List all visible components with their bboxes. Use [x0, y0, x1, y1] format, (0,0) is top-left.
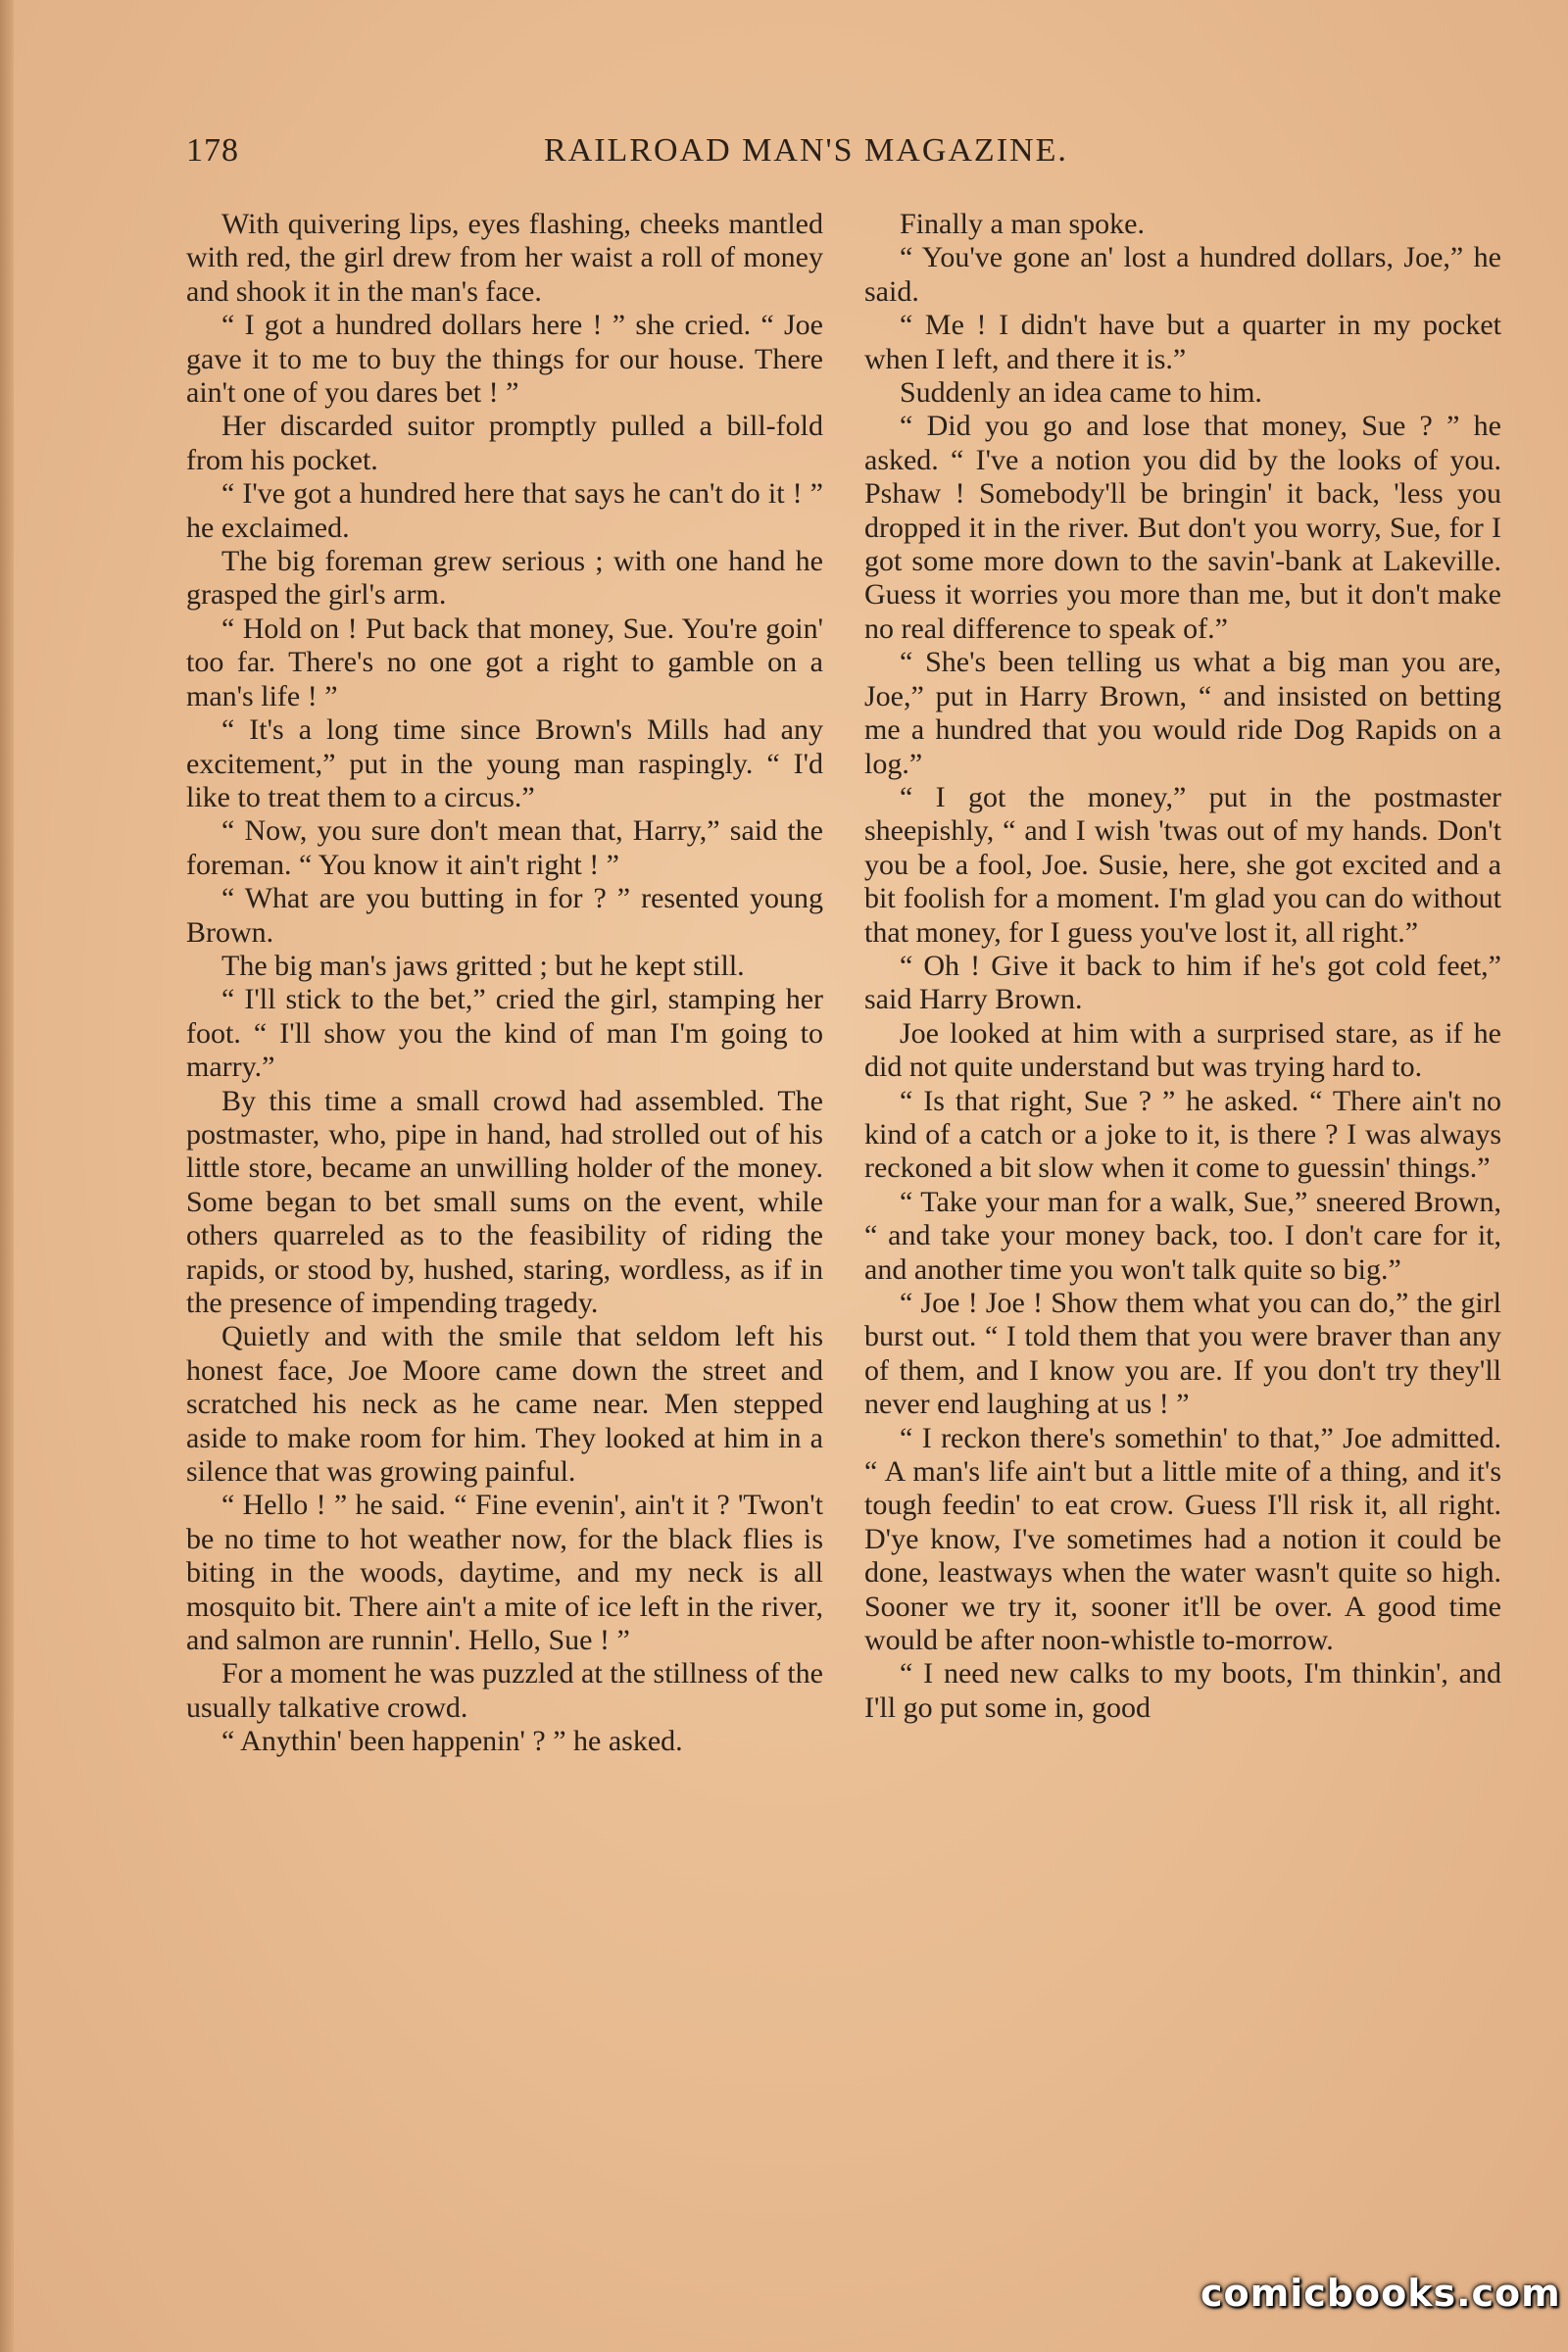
paragraph: The big foreman grew serious ; with one hand he grasped the girl's arm. [186, 545, 823, 612]
paragraph: “ Hello ! ” he said. “ Fine evenin', ain't it ? 'Twon't be no time to hot weather now, for the black flies is biting in the woods, daytime, and my neck is all mosquito bit. There ain't a mite of ice left in the river, and salmon are runnin'. Hello, Sue ! ” [186, 1489, 823, 1657]
paragraph: Her discarded suitor promptly pulled a bill-fold from his pocket. [186, 410, 823, 476]
paragraph: “ Now, you sure don't mean that, Harry,” said the foreman. “ You know it ain't right ! ” [186, 814, 823, 881]
paragraph: “ Anythin' been happenin' ? ” he asked. [221, 1725, 683, 1758]
paragraph: “ Oh ! Give it back to him if he's got cold feet,” said Harry Brown. [864, 949, 1501, 1016]
paragraph: “ I need new calks to my boots, I'm thinkin', and I'll go put some in, good [864, 1657, 1501, 1724]
paragraph: Suddenly an idea came to him. [900, 376, 1262, 410]
paragraph: “ What are you butting in for ? ” resented young Brown. [186, 882, 823, 949]
paragraph: Finally a man spoke. [900, 208, 1145, 240]
paragraph: Quietly and with the smile that seldom left his honest face, Joe Moore came down the street and scratched his neck as he came near. Men stepped aside to make room for him. They looked at him in a silence that was growing painful. [186, 1320, 823, 1489]
paragraph: “ Is that right, Sue ? ” he asked. “ There ain't no kind of a catch or a joke to it, is there ? I was always reckoned a bit slow when it come to guessin' things.” [864, 1084, 1501, 1185]
paragraph: For a moment he was puzzled at the stillness of the usually talkative crowd. [186, 1657, 823, 1724]
running-title: RAILROAD MAN'S MAGAZINE. [544, 132, 1068, 169]
paragraph: The big man's jaws gritted ; but he kept still. [221, 949, 745, 982]
paragraph: “ Joe ! Joe ! Show them what you can do,” the girl burst out. “ I told them that you were braver than any of them, and I know you are. If you don't try they'll never end laughing at us ! ” [864, 1287, 1501, 1421]
paragraph: “ Hold on ! Put back that money, Sue. You're goin' too far. There's no one got a right to gamble on a man's life ! ” [186, 612, 823, 712]
paragraph: “ I got the money,” put in the postmaster sheepishly, “ and I wish 'twas out of my hands. Don't you be a fool, Joe. Susie, here, she got excited and a bit foolish for a moment. I'm glad you can do without that money, for I guess you've lost it, all right.” [864, 780, 1501, 949]
paragraph: “ I've got a hundred here that says he can't do it ! ” he exclaimed. [186, 477, 823, 544]
paragraph: By this time a small crowd had assembled. The postmaster, who, pipe in hand, had strolled out of his little store, became an unwilling holder of the money. Some began to bet small sums on the event, while others quarreled as to the feasibility of riding the rapids, or stood by, hushed, staring, wordless, as if in the presence of impending tragedy. [186, 1084, 823, 1319]
source-watermark: comicbooks.com [1200, 2272, 1561, 2315]
text-column-right [864, 208, 1501, 1725]
paragraph: “ I got a hundred dollars here ! ” she cried. “ Joe gave it to me to buy the things for our house. There ain't one of you dares bet ! ” [186, 309, 823, 410]
paragraph: “ You've gone an' lost a hundred dollars, Joe,” he said. [864, 241, 1501, 308]
paragraph: “ I reckon there's somethin' to that,” Joe admitted. “ A man's life ain't but a little mite of a thing, and it's tough feedin' to eat crow. Guess I'll risk it, all right. D'ye know, I've sometimes had a notion it could be done, leastways when the water wasn't quite so high. Sooner we try it, sooner it'll be over. A good time would be after noon-whistle to-morrow. [864, 1421, 1501, 1657]
paragraph: “ I'll stick to the bet,” cried the girl, stamping her foot. “ I'll show you the kind of man I'm going to marry.” [186, 983, 823, 1084]
text-column-left [186, 208, 823, 1759]
paragraph: “ Me ! I didn't have but a quarter in my pocket when I left, and there it is.” [864, 309, 1501, 375]
paragraph: “ It's a long time since Brown's Mills had any excitement,” put in the young man raspingly. “ I'd like to treat them to a circus.” [186, 713, 823, 813]
page-spine-edge [0, 0, 14, 2352]
paragraph: Joe looked at him with a surprised stare, as if he did not quite understand but was trying hard to. [864, 1016, 1501, 1084]
page-header [186, 132, 1499, 181]
paragraph: With quivering lips, eyes flashing, cheeks mantled with red, the girl drew from her waist a roll of money and shook it in the man's face. [186, 208, 823, 308]
paragraph: “ Take your man for a walk, Sue,” sneered Brown, “ and take your money back, too. I don't care for it, and another time you won't talk quite so big.” [864, 1185, 1501, 1286]
page-number: 178 [186, 132, 239, 169]
paragraph: “ She's been telling us what a big man you are, Joe,” put in Harry Brown, “ and insisted on betting me a hundred that you would ride Dog Rapids on a log.” [864, 646, 1501, 780]
paragraph: “ Did you go and lose that money, Sue ? ” he asked. “ I've a notion you did by the looks of you. Pshaw ! Somebody'll be bringin' it back, 'less you dropped it in the river. But don't you worry, Sue, for I got some more down to the savin'-bank at Lakeville. Guess it worries you more than me, but it don't make no real difference to speak of.” [864, 410, 1501, 645]
